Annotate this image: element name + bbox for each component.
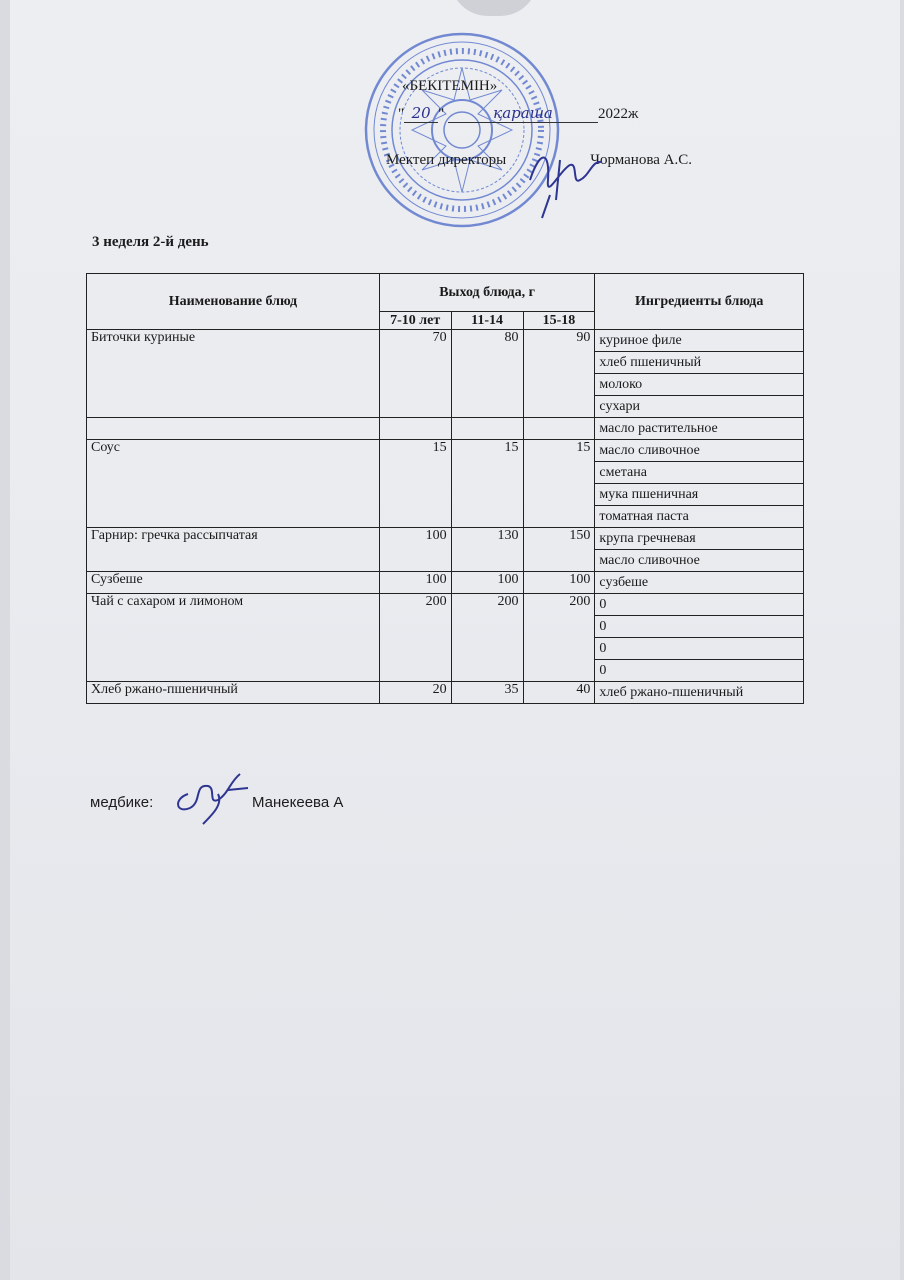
portion-7-10: 200: [379, 594, 451, 682]
dish-name: Биточки куриные: [87, 330, 380, 418]
ingredient-cell: сметана: [595, 462, 804, 484]
ingredient-cell: 0: [595, 660, 804, 682]
ingredient-cell: масло сливочное: [595, 440, 804, 462]
header-age-11-14: 11-14: [451, 312, 523, 330]
dish-name: [87, 418, 380, 440]
ingredient-cell: масло сливочное: [595, 550, 804, 572]
date-month: қараша: [448, 104, 598, 123]
medic-name: Манекеева А: [252, 794, 344, 811]
dish-name: Хлеб ржано-пшеничный: [87, 682, 380, 704]
portion-7-10: 100: [379, 528, 451, 572]
ingredient-cell: мука пшеничная: [595, 484, 804, 506]
portion-7-10: 100: [379, 572, 451, 594]
portion-7-10: [379, 418, 451, 440]
punch-hole: [450, 0, 538, 16]
table-row: [87, 418, 804, 440]
date-day: 20: [404, 104, 438, 123]
ingredient-cell: 0: [595, 594, 804, 616]
dish-name: Гарнир: гречка рассыпчатая: [87, 528, 380, 572]
table-row: [87, 594, 804, 616]
header-age-15-18: 15-18: [523, 312, 595, 330]
ingredient-cell: 0: [595, 638, 804, 660]
portion-15-18: 100: [523, 572, 595, 594]
ingredient-cell: крупа гречневая: [595, 528, 804, 550]
portion-15-18: 90: [523, 330, 595, 418]
menu-table-body: [87, 330, 804, 704]
ingredient-cell: 0: [595, 616, 804, 638]
portion-11-14: 80: [451, 330, 523, 418]
approval-date: [398, 104, 638, 123]
medic-signature: [168, 764, 258, 828]
portion-11-14: 35: [451, 682, 523, 704]
header-age-7-10: 7-10 лет: [379, 312, 451, 330]
table-row: [87, 528, 804, 550]
ingredient-cell: хлеб пшеничный: [595, 352, 804, 374]
date-close-quote: ": [438, 106, 445, 122]
portion-15-18: 150: [523, 528, 595, 572]
table-row: [87, 330, 804, 352]
portion-15-18: 40: [523, 682, 595, 704]
dish-name: Чай с сахаром и лимоном: [87, 594, 380, 682]
day-title: 3 неделя 2-й день: [92, 234, 209, 250]
director-name: Чорманова А.С.: [590, 152, 692, 168]
date-year: 2022ж: [598, 106, 639, 122]
ingredient-cell: молоко: [595, 374, 804, 396]
header-output: Выход блюда, г: [379, 274, 595, 312]
table-row: [87, 682, 804, 704]
portion-15-18: 15: [523, 440, 595, 528]
portion-11-14: [451, 418, 523, 440]
ingredient-cell: томатная паста: [595, 506, 804, 528]
approval-title: «БЕКІТЕМІН»: [402, 78, 498, 94]
header-dish: Наименование блюд: [87, 274, 380, 330]
portion-7-10: 70: [379, 330, 451, 418]
ingredient-cell: хлеб ржано-пшеничный: [595, 682, 804, 704]
portion-15-18: 200: [523, 594, 595, 682]
portion-11-14: 15: [451, 440, 523, 528]
table-row: [87, 440, 804, 462]
portion-7-10: 20: [379, 682, 451, 704]
date-open-quote: ": [398, 106, 405, 122]
director-label: Мектеп директоры: [386, 152, 507, 168]
portion-15-18: [523, 418, 595, 440]
dish-name: Сузбеше: [87, 572, 380, 594]
portion-7-10: 15: [379, 440, 451, 528]
ingredient-cell: сухари: [595, 396, 804, 418]
ingredient-cell: масло растительное: [595, 418, 804, 440]
director-signature: [520, 140, 610, 220]
ingredient-cell: сузбеше: [595, 572, 804, 594]
menu-table: [86, 273, 804, 704]
ingredient-cell: куриное филе: [595, 330, 804, 352]
medic-line: [90, 794, 344, 811]
portion-11-14: 200: [451, 594, 523, 682]
table-row: [87, 572, 804, 594]
header-ingredients: Ингредиенты блюда: [595, 274, 804, 330]
portion-11-14: 100: [451, 572, 523, 594]
portion-11-14: 130: [451, 528, 523, 572]
medic-label: медбике:: [90, 794, 154, 811]
dish-name: Соус: [87, 440, 380, 528]
